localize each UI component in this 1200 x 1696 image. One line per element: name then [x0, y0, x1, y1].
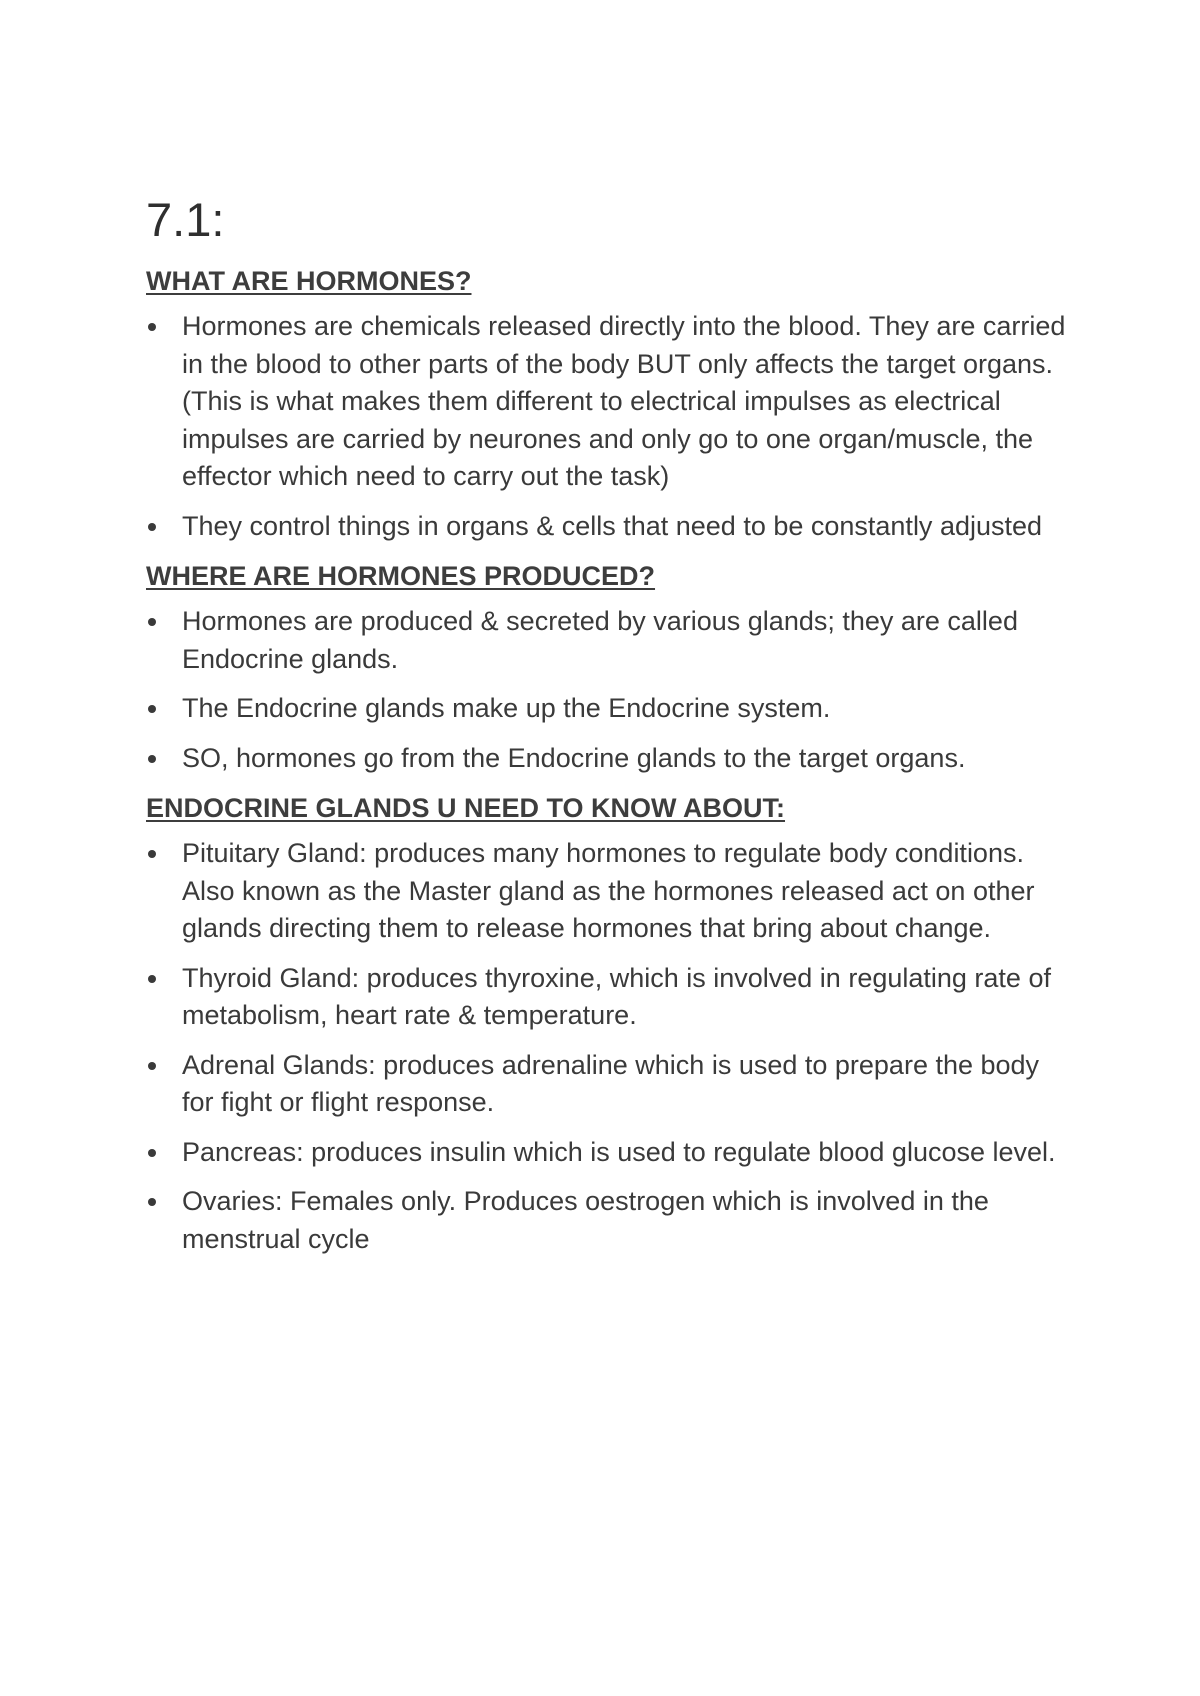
- bullet-icon: [148, 850, 156, 858]
- section-what-are-hormones: [146, 262, 1076, 545]
- bullet-icon: [148, 323, 156, 331]
- bullet-icon: [148, 705, 156, 713]
- bullet-text: Hormones are chemicals released directly into the blood. They are carried in the blood to other parts of the body BUT only affects the target organs. (This is what makes them different to electrical impulses as electrical impulses are carried by neurones and only go to one organ/muscle, the effector which need to carry out the task): [182, 311, 1066, 491]
- bullet-item: [146, 740, 1076, 778]
- bullet-text: Ovaries: Females only. Produces oestrogen which is involved in the menstrual cycle: [182, 1186, 989, 1254]
- bullet-item: [146, 1134, 1076, 1172]
- bullet-item: [146, 1047, 1076, 1122]
- bullet-text: Pituitary Gland: produces many hormones to regulate body conditions. Also known as the Master gland as the hormones released act on other glands directing them to release hormones that bring about change.: [182, 838, 1035, 943]
- page-title: 7.1:: [146, 193, 225, 246]
- bullet-text: Pancreas: produces insulin which is used to regulate blood glucose level.: [182, 1136, 1056, 1167]
- section-heading: WHAT ARE HORMONES?: [146, 266, 472, 296]
- bullet-item: [146, 690, 1076, 728]
- section-where-produced: [146, 557, 1076, 777]
- bullet-item: [146, 835, 1076, 948]
- bullet-item: [146, 1183, 1076, 1258]
- bullet-item: [146, 960, 1076, 1035]
- bullet-icon: [148, 975, 156, 983]
- bullet-icon: [148, 1149, 156, 1157]
- bullet-item: [146, 308, 1076, 496]
- section-heading: WHERE ARE HORMONES PRODUCED?: [146, 561, 656, 591]
- bullet-text: Thyroid Gland: produces thyroxine, which is involved in regulating rate of metabolism, heart rate & temperature.: [182, 962, 1051, 1030]
- bullet-list: [146, 835, 1076, 1258]
- bullet-text: SO, hormones go from the Endocrine glands to the target organs.: [182, 742, 966, 773]
- bullet-icon: [148, 523, 156, 531]
- bullet-item: [146, 508, 1076, 546]
- bullet-icon: [148, 755, 156, 763]
- section-endocrine-glands: [146, 789, 1076, 1258]
- bullet-icon: [148, 618, 156, 626]
- bullet-list: [146, 308, 1076, 545]
- bullet-item: [146, 603, 1076, 678]
- bullet-text: They control things in organs & cells that need to be constantly adjusted: [182, 510, 1043, 541]
- section-heading: ENDOCRINE GLANDS U NEED TO KNOW ABOUT:: [146, 793, 786, 823]
- bullet-icon: [148, 1062, 156, 1070]
- bullet-list: [146, 603, 1076, 777]
- bullet-text: Hormones are produced & secreted by various glands; they are called Endocrine glands.: [182, 606, 1018, 674]
- bullet-text: Adrenal Glands: produces adrenaline which is used to prepare the body for fight or flight response.: [182, 1049, 1040, 1117]
- document-page: [146, 192, 1076, 1270]
- bullet-icon: [148, 1198, 156, 1206]
- bullet-text: The Endocrine glands make up the Endocrine system.: [182, 693, 831, 723]
